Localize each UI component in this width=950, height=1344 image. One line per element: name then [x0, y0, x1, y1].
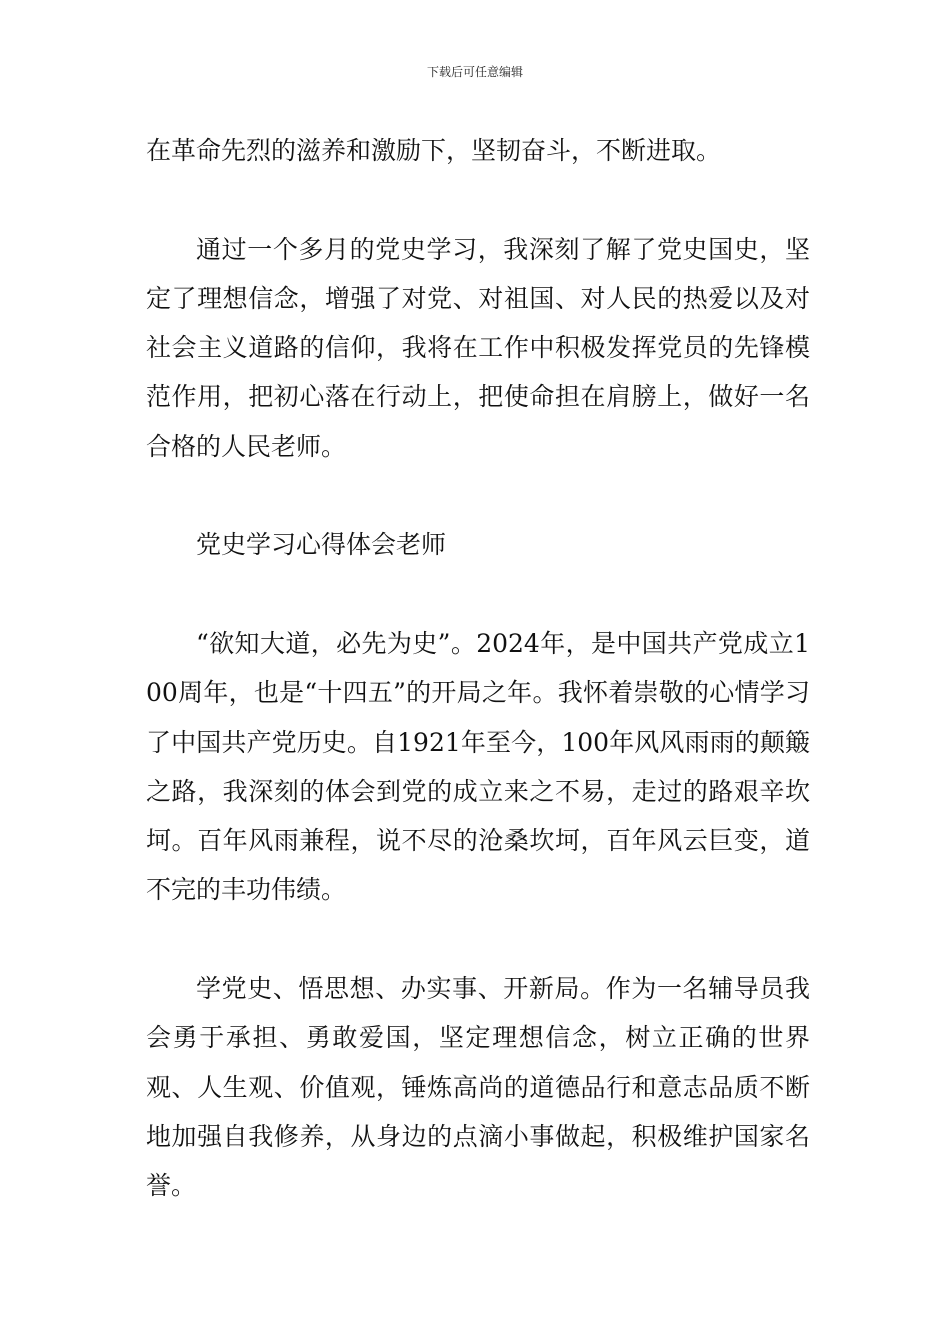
page-header: 下载后可任意编辑 [426, 65, 523, 79]
section-title: 党史学习心得体会老师 [196, 530, 447, 560]
paragraph-gap [146, 915, 810, 964]
paragraph-history: “欲知大道，必先为史”。2024年，是中国共产党成立100周年，也是“十四五”的开局之年。我怀着崇敬的心情学习了中国共产党历史。自1921年至今，100年风风雨雨的颠簸之路，我深刻的体会到党的成立来之不易，走过的路艰辛坎坷。百年风雨兼程，说不尽的沧桑坎坷，百年风云巨变，道不完的丰功伟绩。 [146, 628, 810, 905]
document-body [146, 126, 810, 1211]
paragraph-gap [146, 175, 810, 224]
paragraph-continuation: 在革命先烈的滋养和激励下，坚韧奋斗，不断进取。 [146, 136, 722, 165]
paragraph-gap [146, 570, 810, 619]
paragraph-study-reflection: 通过一个多月的党史学习，我深刻了解了党史国史，坚定了理想信念，增强了对党、对祖国、对人民的热爱以及对社会主义道路的信仰，我将在工作中积极发挥党员的先锋模范作用，把初心落在行动上，把使命担在肩膀上，做好一名合格的人民老师。 [146, 234, 810, 461]
paragraph-gap [146, 471, 810, 520]
paragraph-commitment: 学党史、悟思想、办实事、开新局。作为一名辅导员我会勇于承担、勇敢爱国，坚定理想信念，树立正确的世界观、人生观、价值观，锤炼高尚的道德品行和意志品质不断地加强自我修养，从身边的点滴小事做起，积极维护国家名誉。 [146, 974, 810, 1201]
